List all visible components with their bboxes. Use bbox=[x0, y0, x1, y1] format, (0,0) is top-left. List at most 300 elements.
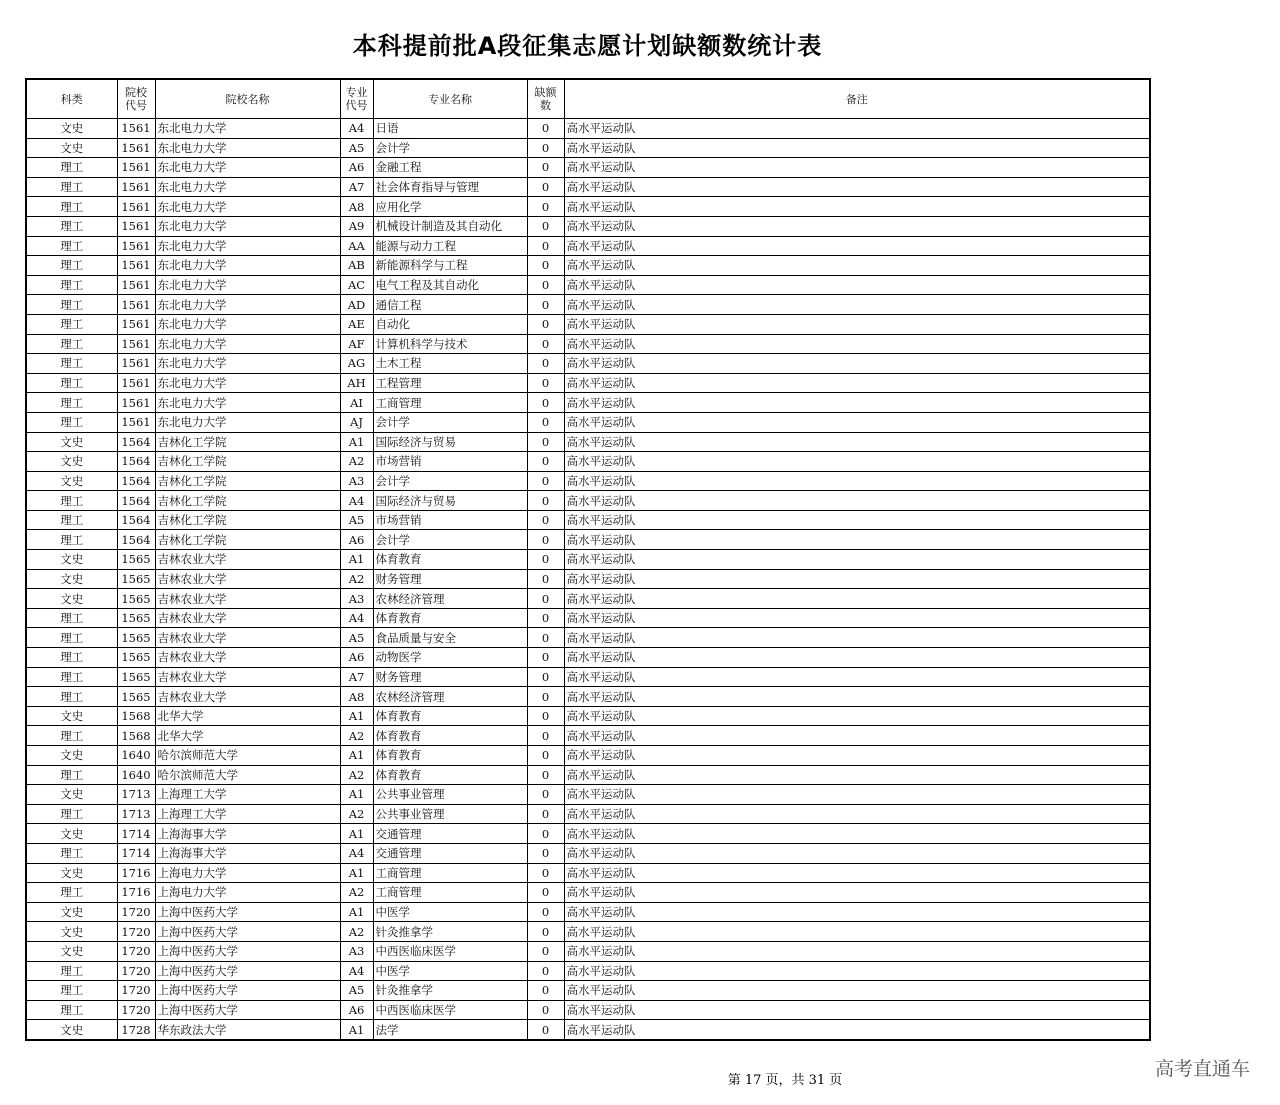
cell-vacancy: 0 bbox=[527, 765, 564, 785]
cell-vacancy: 0 bbox=[527, 314, 564, 334]
cell-school-code: 1561 bbox=[117, 197, 155, 217]
table-row bbox=[26, 354, 1150, 374]
cell-major-code: A9 bbox=[340, 216, 373, 236]
cell-major-code: A5 bbox=[340, 628, 373, 648]
cell-school-name: 哈尔滨师范大学 bbox=[155, 765, 340, 785]
cell-major-code: A2 bbox=[340, 569, 373, 589]
cell-remark: 高水平运动队 bbox=[564, 785, 1150, 805]
cell-school-code: 1714 bbox=[117, 843, 155, 863]
header-school-name: 院校名称 bbox=[155, 79, 340, 119]
cell-school-name: 东北电力大学 bbox=[155, 256, 340, 276]
cell-school-name: 东北电力大学 bbox=[155, 334, 340, 354]
cell-category: 文史 bbox=[26, 922, 117, 942]
cell-major-code: A1 bbox=[340, 902, 373, 922]
cell-remark: 高水平运动队 bbox=[564, 804, 1150, 824]
cell-vacancy: 0 bbox=[527, 197, 564, 217]
table-row bbox=[26, 1000, 1150, 1020]
cell-school-name: 东北电力大学 bbox=[155, 275, 340, 295]
cell-vacancy: 0 bbox=[527, 843, 564, 863]
cell-major-code: A1 bbox=[340, 706, 373, 726]
cell-school-name: 东北电力大学 bbox=[155, 177, 340, 197]
cell-major-name: 食品质量与安全 bbox=[373, 628, 527, 648]
cell-major-code: AJ bbox=[340, 412, 373, 432]
cell-school-name: 华东政法大学 bbox=[155, 1020, 340, 1040]
table-row bbox=[26, 746, 1150, 766]
cell-school-code: 1565 bbox=[117, 628, 155, 648]
cell-major-code: A1 bbox=[340, 432, 373, 452]
cell-school-code: 1564 bbox=[117, 491, 155, 511]
cell-category: 理工 bbox=[26, 843, 117, 863]
cell-remark: 高水平运动队 bbox=[564, 138, 1150, 158]
watermark: 高考直通车 bbox=[1154, 1058, 1250, 1080]
cell-category: 文史 bbox=[26, 863, 117, 883]
vacancy-table bbox=[25, 78, 1151, 1041]
cell-vacancy: 0 bbox=[527, 295, 564, 315]
cell-major-code: A1 bbox=[340, 1020, 373, 1040]
cell-school-name: 北华大学 bbox=[155, 706, 340, 726]
cell-school-name: 北华大学 bbox=[155, 726, 340, 746]
cell-remark: 高水平运动队 bbox=[564, 902, 1150, 922]
cell-vacancy: 0 bbox=[527, 863, 564, 883]
cell-school-code: 1568 bbox=[117, 726, 155, 746]
cell-major-code: A1 bbox=[340, 824, 373, 844]
cell-vacancy: 0 bbox=[527, 119, 564, 139]
cell-remark: 高水平运动队 bbox=[564, 981, 1150, 1001]
cell-vacancy: 0 bbox=[527, 216, 564, 236]
cell-school-code: 1568 bbox=[117, 706, 155, 726]
table-row bbox=[26, 981, 1150, 1001]
cell-vacancy: 0 bbox=[527, 510, 564, 530]
cell-school-name: 上海中医药大学 bbox=[155, 961, 340, 981]
cell-school-code: 1713 bbox=[117, 785, 155, 805]
table-row bbox=[26, 530, 1150, 550]
cell-vacancy: 0 bbox=[527, 706, 564, 726]
cell-school-code: 1561 bbox=[117, 354, 155, 374]
header-major-code: 专业 代号 bbox=[340, 79, 373, 119]
cell-school-name: 东北电力大学 bbox=[155, 236, 340, 256]
cell-major-code: A4 bbox=[340, 119, 373, 139]
cell-remark: 高水平运动队 bbox=[564, 197, 1150, 217]
table-row bbox=[26, 961, 1150, 981]
cell-major-code: A6 bbox=[340, 1000, 373, 1020]
page-title: 本科提前批A段征集志愿计划缺额数统计表 bbox=[352, 32, 823, 60]
cell-school-code: 1720 bbox=[117, 961, 155, 981]
cell-school-name: 上海理工大学 bbox=[155, 785, 340, 805]
cell-school-name: 吉林化工学院 bbox=[155, 530, 340, 550]
cell-category: 理工 bbox=[26, 804, 117, 824]
cell-school-name: 上海中医药大学 bbox=[155, 981, 340, 1001]
cell-major-code: A1 bbox=[340, 785, 373, 805]
cell-school-name: 东北电力大学 bbox=[155, 158, 340, 178]
cell-remark: 高水平运动队 bbox=[564, 628, 1150, 648]
cell-school-name: 哈尔滨师范大学 bbox=[155, 746, 340, 766]
cell-category: 理工 bbox=[26, 628, 117, 648]
cell-school-code: 1561 bbox=[117, 412, 155, 432]
cell-major-code: A2 bbox=[340, 726, 373, 746]
cell-school-code: 1561 bbox=[117, 256, 155, 276]
cell-remark: 高水平运动队 bbox=[564, 491, 1150, 511]
cell-school-code: 1561 bbox=[117, 216, 155, 236]
cell-school-name: 吉林农业大学 bbox=[155, 589, 340, 609]
cell-major-name: 计算机科学与技术 bbox=[373, 334, 527, 354]
cell-vacancy: 0 bbox=[527, 1000, 564, 1020]
cell-major-code: A4 bbox=[340, 961, 373, 981]
cell-remark: 高水平运动队 bbox=[564, 393, 1150, 413]
cell-major-code: A2 bbox=[340, 765, 373, 785]
cell-vacancy: 0 bbox=[527, 785, 564, 805]
cell-major-name: 土木工程 bbox=[373, 354, 527, 374]
cell-vacancy: 0 bbox=[527, 177, 564, 197]
cell-category: 文史 bbox=[26, 589, 117, 609]
table-row bbox=[26, 197, 1150, 217]
cell-major-name: 市场营销 bbox=[373, 510, 527, 530]
cell-remark: 高水平运动队 bbox=[564, 295, 1150, 315]
table-row bbox=[26, 432, 1150, 452]
cell-vacancy: 0 bbox=[527, 256, 564, 276]
table-row bbox=[26, 706, 1150, 726]
cell-remark: 高水平运动队 bbox=[564, 667, 1150, 687]
table-row bbox=[26, 256, 1150, 276]
cell-vacancy: 0 bbox=[527, 569, 564, 589]
cell-category: 文史 bbox=[26, 550, 117, 570]
cell-school-name: 吉林农业大学 bbox=[155, 687, 340, 707]
header-major-name: 专业名称 bbox=[373, 79, 527, 119]
cell-major-name: 交通管理 bbox=[373, 824, 527, 844]
cell-major-name: 工商管理 bbox=[373, 883, 527, 903]
cell-school-code: 1561 bbox=[117, 393, 155, 413]
table-row bbox=[26, 216, 1150, 236]
cell-school-name: 吉林农业大学 bbox=[155, 628, 340, 648]
cell-remark: 高水平运动队 bbox=[564, 824, 1150, 844]
table-row bbox=[26, 824, 1150, 844]
cell-major-code: A1 bbox=[340, 863, 373, 883]
cell-remark: 高水平运动队 bbox=[564, 589, 1150, 609]
cell-remark: 高水平运动队 bbox=[564, 119, 1150, 139]
cell-major-code: A7 bbox=[340, 667, 373, 687]
cell-school-name: 吉林化工学院 bbox=[155, 432, 340, 452]
cell-category: 文史 bbox=[26, 706, 117, 726]
cell-major-code: AG bbox=[340, 354, 373, 374]
table-row bbox=[26, 648, 1150, 668]
cell-school-name: 东北电力大学 bbox=[155, 412, 340, 432]
table-row bbox=[26, 177, 1150, 197]
cell-remark: 高水平运动队 bbox=[564, 471, 1150, 491]
cell-remark: 高水平运动队 bbox=[564, 550, 1150, 570]
cell-remark: 高水平运动队 bbox=[564, 314, 1150, 334]
table-row bbox=[26, 726, 1150, 746]
cell-major-name: 工商管理 bbox=[373, 863, 527, 883]
cell-vacancy: 0 bbox=[527, 158, 564, 178]
cell-category: 理工 bbox=[26, 216, 117, 236]
cell-school-code: 1714 bbox=[117, 824, 155, 844]
table-row bbox=[26, 393, 1150, 413]
cell-vacancy: 0 bbox=[527, 628, 564, 648]
cell-remark: 高水平运动队 bbox=[564, 236, 1150, 256]
cell-category: 理工 bbox=[26, 530, 117, 550]
cell-school-code: 1561 bbox=[117, 295, 155, 315]
cell-school-name: 吉林农业大学 bbox=[155, 608, 340, 628]
cell-school-name: 上海海事大学 bbox=[155, 824, 340, 844]
table-row bbox=[26, 452, 1150, 472]
cell-school-code: 1720 bbox=[117, 941, 155, 961]
table-row bbox=[26, 373, 1150, 393]
cell-vacancy: 0 bbox=[527, 1020, 564, 1040]
cell-category: 理工 bbox=[26, 256, 117, 276]
cell-category: 理工 bbox=[26, 687, 117, 707]
cell-school-name: 东北电力大学 bbox=[155, 138, 340, 158]
cell-major-name: 新能源科学与工程 bbox=[373, 256, 527, 276]
cell-school-code: 1640 bbox=[117, 746, 155, 766]
cell-category: 理工 bbox=[26, 236, 117, 256]
cell-school-code: 1564 bbox=[117, 530, 155, 550]
cell-school-code: 1713 bbox=[117, 804, 155, 824]
cell-major-code: A6 bbox=[340, 648, 373, 668]
cell-major-code: AH bbox=[340, 373, 373, 393]
cell-school-name: 上海中医药大学 bbox=[155, 941, 340, 961]
cell-category: 理工 bbox=[26, 765, 117, 785]
cell-category: 理工 bbox=[26, 334, 117, 354]
cell-school-name: 东北电力大学 bbox=[155, 314, 340, 334]
table-row bbox=[26, 883, 1150, 903]
cell-major-name: 会计学 bbox=[373, 138, 527, 158]
cell-school-code: 1564 bbox=[117, 452, 155, 472]
cell-school-code: 1640 bbox=[117, 765, 155, 785]
table-row bbox=[26, 589, 1150, 609]
cell-major-name: 会计学 bbox=[373, 412, 527, 432]
cell-category: 文史 bbox=[26, 119, 117, 139]
header-vacancy: 缺额 数 bbox=[527, 79, 564, 119]
cell-category: 理工 bbox=[26, 393, 117, 413]
cell-major-name: 电气工程及其自动化 bbox=[373, 275, 527, 295]
cell-major-code: AI bbox=[340, 393, 373, 413]
header-school-code: 院校 代号 bbox=[117, 79, 155, 119]
cell-school-name: 吉林农业大学 bbox=[155, 569, 340, 589]
vacancy-table-container bbox=[25, 78, 1149, 1041]
cell-school-code: 1565 bbox=[117, 648, 155, 668]
cell-school-code: 1720 bbox=[117, 902, 155, 922]
cell-remark: 高水平运动队 bbox=[564, 608, 1150, 628]
cell-school-name: 上海理工大学 bbox=[155, 804, 340, 824]
cell-remark: 高水平运动队 bbox=[564, 432, 1150, 452]
cell-major-name: 体育教育 bbox=[373, 608, 527, 628]
table-row bbox=[26, 138, 1150, 158]
cell-school-name: 上海中医药大学 bbox=[155, 1000, 340, 1020]
cell-major-name: 体育教育 bbox=[373, 746, 527, 766]
cell-school-code: 1561 bbox=[117, 373, 155, 393]
cell-major-code: A3 bbox=[340, 471, 373, 491]
cell-vacancy: 0 bbox=[527, 354, 564, 374]
header-category: 科类 bbox=[26, 79, 117, 119]
cell-school-code: 1565 bbox=[117, 589, 155, 609]
table-row bbox=[26, 785, 1150, 805]
cell-category: 文史 bbox=[26, 432, 117, 452]
cell-school-code: 1720 bbox=[117, 981, 155, 1001]
cell-major-code: A2 bbox=[340, 452, 373, 472]
table-row bbox=[26, 314, 1150, 334]
cell-school-name: 东北电力大学 bbox=[155, 354, 340, 374]
cell-school-code: 1561 bbox=[117, 236, 155, 256]
cell-school-code: 1561 bbox=[117, 314, 155, 334]
table-row bbox=[26, 628, 1150, 648]
table-body bbox=[26, 119, 1150, 1040]
cell-major-name: 中医学 bbox=[373, 961, 527, 981]
cell-category: 理工 bbox=[26, 177, 117, 197]
cell-school-code: 1716 bbox=[117, 863, 155, 883]
cell-remark: 高水平运动队 bbox=[564, 961, 1150, 981]
cell-school-name: 东北电力大学 bbox=[155, 373, 340, 393]
cell-major-code: AC bbox=[340, 275, 373, 295]
cell-category: 文史 bbox=[26, 569, 117, 589]
cell-category: 文史 bbox=[26, 138, 117, 158]
page-number: 第 17 页，共 31 页 bbox=[727, 1073, 843, 1088]
cell-major-name: 会计学 bbox=[373, 530, 527, 550]
cell-remark: 高水平运动队 bbox=[564, 412, 1150, 432]
cell-major-name: 中医学 bbox=[373, 902, 527, 922]
cell-school-name: 上海海事大学 bbox=[155, 843, 340, 863]
cell-category: 文史 bbox=[26, 785, 117, 805]
table-row bbox=[26, 922, 1150, 942]
cell-major-code: A1 bbox=[340, 550, 373, 570]
cell-major-name: 农林经济管理 bbox=[373, 687, 527, 707]
cell-remark: 高水平运动队 bbox=[564, 883, 1150, 903]
cell-school-code: 1561 bbox=[117, 275, 155, 295]
cell-category: 理工 bbox=[26, 961, 117, 981]
cell-major-code: AF bbox=[340, 334, 373, 354]
table-row bbox=[26, 471, 1150, 491]
table-row bbox=[26, 765, 1150, 785]
table-row bbox=[26, 236, 1150, 256]
cell-major-name: 中西医临床医学 bbox=[373, 1000, 527, 1020]
cell-major-code: A4 bbox=[340, 843, 373, 863]
cell-major-name: 会计学 bbox=[373, 471, 527, 491]
cell-vacancy: 0 bbox=[527, 491, 564, 511]
cell-remark: 高水平运动队 bbox=[564, 922, 1150, 942]
cell-category: 文史 bbox=[26, 746, 117, 766]
cell-major-name: 国际经济与贸易 bbox=[373, 491, 527, 511]
cell-category: 文史 bbox=[26, 941, 117, 961]
cell-school-name: 吉林化工学院 bbox=[155, 510, 340, 530]
cell-remark: 高水平运动队 bbox=[564, 373, 1150, 393]
cell-major-name: 中西医临床医学 bbox=[373, 941, 527, 961]
table-row bbox=[26, 569, 1150, 589]
table-row bbox=[26, 804, 1150, 824]
cell-remark: 高水平运动队 bbox=[564, 726, 1150, 746]
cell-remark: 高水平运动队 bbox=[564, 452, 1150, 472]
cell-school-code: 1561 bbox=[117, 119, 155, 139]
cell-remark: 高水平运动队 bbox=[564, 510, 1150, 530]
cell-school-name: 吉林化工学院 bbox=[155, 471, 340, 491]
cell-school-code: 1564 bbox=[117, 510, 155, 530]
cell-vacancy: 0 bbox=[527, 138, 564, 158]
cell-category: 理工 bbox=[26, 158, 117, 178]
table-row bbox=[26, 491, 1150, 511]
cell-school-name: 东北电力大学 bbox=[155, 295, 340, 315]
cell-major-name: 交通管理 bbox=[373, 843, 527, 863]
cell-major-code: A3 bbox=[340, 941, 373, 961]
cell-school-code: 1564 bbox=[117, 471, 155, 491]
cell-category: 理工 bbox=[26, 510, 117, 530]
cell-vacancy: 0 bbox=[527, 902, 564, 922]
cell-vacancy: 0 bbox=[527, 824, 564, 844]
cell-school-code: 1561 bbox=[117, 138, 155, 158]
cell-major-name: 自动化 bbox=[373, 314, 527, 334]
header-row bbox=[26, 79, 1150, 119]
cell-category: 理工 bbox=[26, 295, 117, 315]
table-row bbox=[26, 275, 1150, 295]
cell-school-name: 吉林农业大学 bbox=[155, 648, 340, 668]
cell-school-code: 1565 bbox=[117, 667, 155, 687]
cell-school-name: 东北电力大学 bbox=[155, 197, 340, 217]
cell-major-code: A5 bbox=[340, 510, 373, 530]
cell-vacancy: 0 bbox=[527, 432, 564, 452]
cell-remark: 高水平运动队 bbox=[564, 354, 1150, 374]
table-row bbox=[26, 667, 1150, 687]
table-row bbox=[26, 608, 1150, 628]
table-row bbox=[26, 510, 1150, 530]
cell-category: 文史 bbox=[26, 471, 117, 491]
cell-major-code: AA bbox=[340, 236, 373, 256]
cell-major-name: 针灸推拿学 bbox=[373, 981, 527, 1001]
cell-school-name: 上海电力大学 bbox=[155, 863, 340, 883]
cell-school-code: 1565 bbox=[117, 608, 155, 628]
cell-school-name: 吉林农业大学 bbox=[155, 667, 340, 687]
cell-remark: 高水平运动队 bbox=[564, 863, 1150, 883]
cell-school-code: 1565 bbox=[117, 550, 155, 570]
cell-major-name: 体育教育 bbox=[373, 706, 527, 726]
cell-vacancy: 0 bbox=[527, 471, 564, 491]
cell-major-name: 国际经济与贸易 bbox=[373, 432, 527, 452]
cell-major-name: 公共事业管理 bbox=[373, 785, 527, 805]
cell-school-code: 1561 bbox=[117, 158, 155, 178]
cell-category: 理工 bbox=[26, 1000, 117, 1020]
cell-major-name: 通信工程 bbox=[373, 295, 527, 315]
cell-school-name: 吉林化工学院 bbox=[155, 491, 340, 511]
cell-category: 理工 bbox=[26, 726, 117, 746]
cell-major-name: 公共事业管理 bbox=[373, 804, 527, 824]
cell-school-code: 1720 bbox=[117, 922, 155, 942]
cell-category: 文史 bbox=[26, 1020, 117, 1040]
cell-remark: 高水平运动队 bbox=[564, 941, 1150, 961]
cell-school-code: 1564 bbox=[117, 432, 155, 452]
cell-major-code: A2 bbox=[340, 804, 373, 824]
cell-vacancy: 0 bbox=[527, 667, 564, 687]
cell-major-code: A2 bbox=[340, 922, 373, 942]
cell-vacancy: 0 bbox=[527, 941, 564, 961]
cell-remark: 高水平运动队 bbox=[564, 765, 1150, 785]
cell-category: 理工 bbox=[26, 981, 117, 1001]
cell-vacancy: 0 bbox=[527, 726, 564, 746]
cell-major-name: 体育教育 bbox=[373, 550, 527, 570]
cell-major-code: A8 bbox=[340, 197, 373, 217]
cell-major-code: A7 bbox=[340, 177, 373, 197]
cell-school-name: 吉林化工学院 bbox=[155, 452, 340, 472]
cell-vacancy: 0 bbox=[527, 961, 564, 981]
cell-school-code: 1720 bbox=[117, 1000, 155, 1020]
cell-major-code: AE bbox=[340, 314, 373, 334]
cell-major-name: 体育教育 bbox=[373, 765, 527, 785]
cell-major-code: A4 bbox=[340, 491, 373, 511]
cell-vacancy: 0 bbox=[527, 412, 564, 432]
cell-major-name: 针灸推拿学 bbox=[373, 922, 527, 942]
cell-vacancy: 0 bbox=[527, 687, 564, 707]
cell-major-name: 能源与动力工程 bbox=[373, 236, 527, 256]
cell-major-name: 体育教育 bbox=[373, 726, 527, 746]
cell-vacancy: 0 bbox=[527, 804, 564, 824]
cell-vacancy: 0 bbox=[527, 746, 564, 766]
cell-vacancy: 0 bbox=[527, 589, 564, 609]
cell-category: 理工 bbox=[26, 197, 117, 217]
cell-major-code: A1 bbox=[340, 746, 373, 766]
